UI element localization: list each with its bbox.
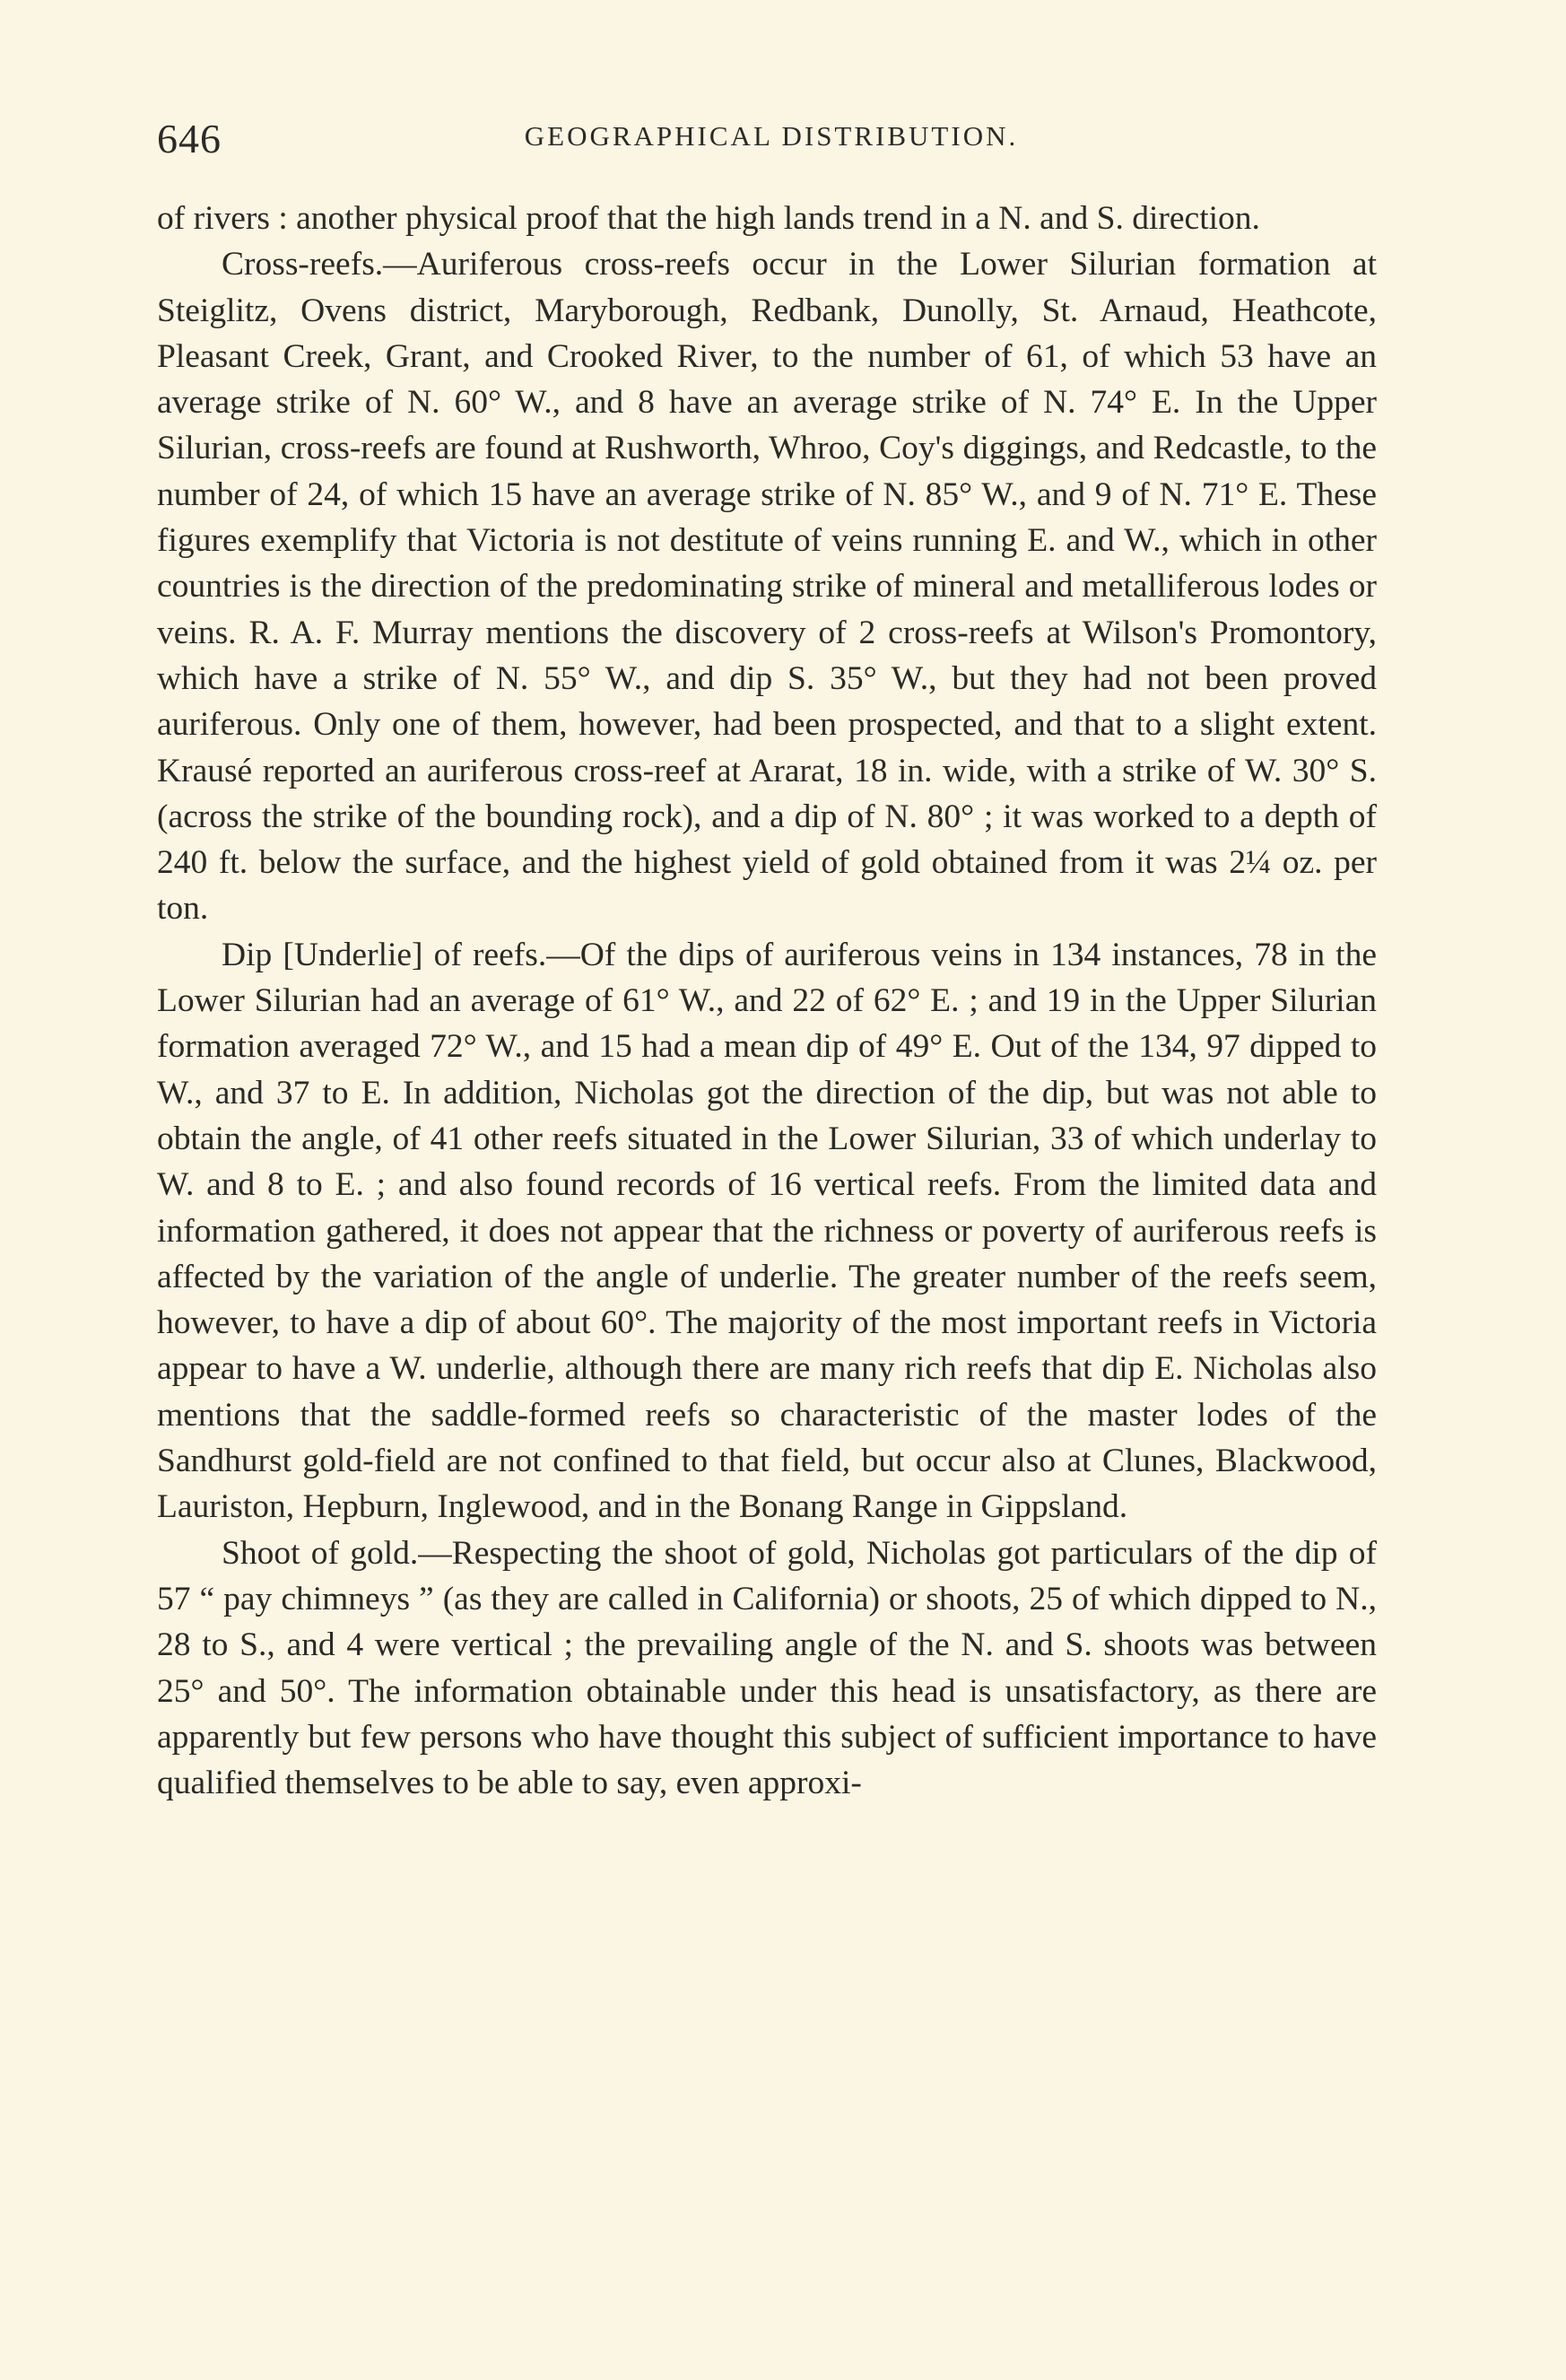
paragraph-cross-reefs: Cross-reefs.—Auriferous cross-reefs occur in the Lower Silurian formation at Steiglitz, Ovens district, Maryborough, Redbank, Dunolly, St. Arnaud, Heathcote, Pleasant Creek, Grant, and Crooked River, to the number of 61, of which 53 have an average strike of N. 60° W., and 8 have an average strike of N. 74° E. In the Upper Silurian, cross-reefs are found at Rushworth, Whroo, Coy's diggings, and Redcastle, to the number of 24, of which 15 have an average strike of N. 85° W., and 9 of N. 71° E. These figures exemplify that Victoria is not destitute of veins running E. and W., which in other countries is the direction of the predominating strike of mineral and metalliferous lodes or veins. R. A. F. Murray mentions the discovery of 2 cross-reefs at Wilson's Promontory, which have a strike of N. 55° W., and dip S. 35° W., but they had not been proved auriferous. Only one of them, however, had been prospected, and that to a slight extent. Krausé reported an auriferous cross-reef at Ararat, 18 in. wide, with a strike of W. 30° S. (across the strike of the bounding rock), and a dip of N. 80° ; it was worked to a depth of 240 ft. below the surface, and the highest yield of gold obtained from it was 2¼ oz. per ton.: [157, 246, 1377, 928]
paragraph-dip-of-reefs: Dip [Underlie] of reefs.—Of the dips of auriferous veins in 134 instances, 78 in the Lower Silurian had an average of 61° W., and 22 of 62° E. ; and 19 in the Upper Silurian formation averaged 72° W., and 15 had a mean dip of 49° E. Out of the 134, 97 dipped to W., and 37 to E. In addition, Nicholas got the direction of the dip, but was not able to obtain the angle, of 41 other reefs situated in the Lower Silurian, 33 of which underlay to W. and 8 to E. ; and also found records of 16 vertical reefs. From the limited data and information gathered, it does not appear that the richness or poverty of auriferous reefs is affected by the variation of the angle of underlie. The greater number of the reefs seem, however, to have a dip of about 60°. The majority of the most important reefs in Victoria appear to have a W. underlie, although there are many rich reefs that dip E. Nicholas also mentions that the saddle-formed reefs so characteristic of the master lodes of the Sandhurst gold-field are not confined to that field, but occur also at Clunes, Blackwood, Lauriston, Hepburn, Inglewood, and in the Bonang Range in Gippsland.: [157, 936, 1377, 1526]
body-text: [157, 196, 1377, 1806]
page-number: 646: [157, 116, 222, 161]
paragraph-shoot-of-gold: Shoot of gold.—Respecting the shoot of gold, Nicholas got particulars of the dip of 57 “ pay chimneys ” (as they are called in California) or shoots, 25 of which dipped to N., 28 to S., and 4 were vertical ; the prevailing angle of the N. and S. shoots was between 25° and 50°. The information obtainable under this head is unsatisfactory, as there are apparently but few persons who have thought this subject of sufficient importance to have qualified themselves to be able to say, even approxi-: [157, 1534, 1377, 1802]
page-header: [157, 115, 1386, 169]
paragraph-continuation: of rivers : another physical proof that the high lands trend in a N. and S. direction.: [157, 200, 1260, 237]
running-title: GEOGRAPHICAL DISTRIBUTION.: [524, 120, 1019, 152]
